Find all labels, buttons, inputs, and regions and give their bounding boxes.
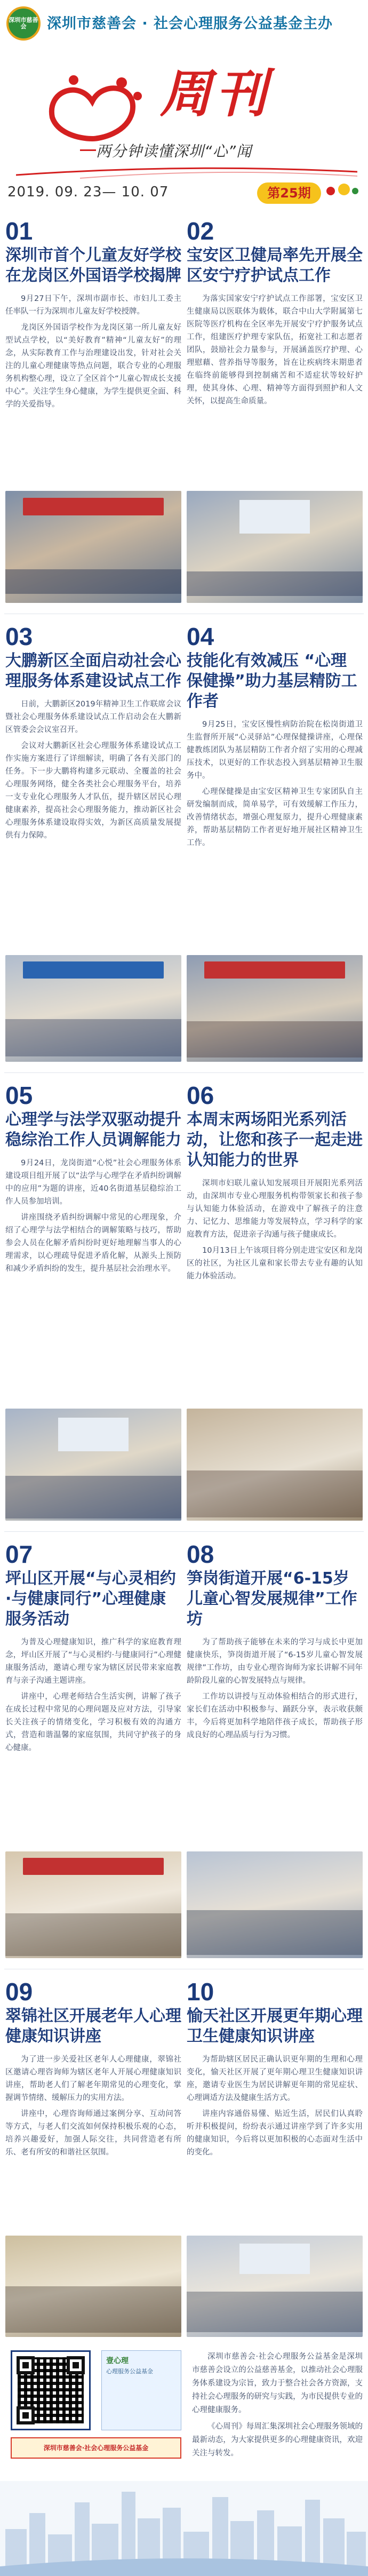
article-paragraph: 为落实国家安宁疗护试点工作部署，宝安区卫生健康局以医联体为载体，联合中山大学附属第七医院等医疗机构在全区率先开展安宁疗护服务试点工作，组建医疗护理专家队伍，拓宽社工和志愿者团队，鼓励社会力量参与，开展涵盖医疗护理、心理慰藉、营养指导等服务，旨在让疾病终末期患者在临终前能够得到控制痛苦和不适症状等较好护理，使其身体、心理、精神等方面得到照护和人文关怀，以提高生命质量。 bbox=[187, 295, 363, 406]
fund-banner: 深圳市慈善会·社会心理服务公益基金 bbox=[11, 2437, 181, 2459]
article-number: 06 bbox=[187, 1082, 214, 1109]
article-number: 10 bbox=[187, 1978, 214, 2006]
article-09 bbox=[5, 1979, 181, 2162]
article-number: 01 bbox=[5, 217, 33, 245]
footer-intro bbox=[192, 2350, 363, 2463]
article-body bbox=[5, 1636, 181, 1754]
decor-dot-icon bbox=[326, 187, 335, 195]
photo-crowd bbox=[187, 1021, 363, 1058]
article-title: 深圳市首个儿童友好学校在龙岗区外国语学校揭牌 bbox=[5, 246, 181, 285]
logo-text: 深圳市慈善会 bbox=[9, 16, 38, 30]
photo-screen bbox=[58, 1418, 129, 1451]
article-08 bbox=[187, 1542, 363, 1745]
article-paragraph: 讲座中，心理老师结合生活实例，讲解了孩子在成长过程中常见的心理问题及应对方法，引导家长关注孩子的情绪变化，学习积极有效的沟通方式，营造和谐温馨的家庭氛围，共同守护孩子的身心健康。 bbox=[5, 1692, 181, 1752]
photo-banner bbox=[23, 1858, 164, 1875]
article-number: 07 bbox=[5, 1540, 33, 1568]
qr-finder-icon bbox=[17, 2356, 35, 2374]
article-paragraph: 为帮助辖区居民正确认识更年期的生理和心理变化，愉天社区开展了更年期心理卫生健康知识讲座，邀请专业医生为居民讲解更年期的常见症状、心理调适方法及健康生活方式。 bbox=[187, 2055, 363, 2102]
slogan: 两分钟读懂深圳“心”闻 bbox=[96, 142, 252, 160]
photo-crowd bbox=[187, 1470, 363, 1517]
article-07 bbox=[5, 1542, 181, 1758]
article-paragraph: 心理保健操是由宝安区精神卫生专家团队自主研发编制而成，简单易学，可有效缓解工作压力，改善情绪状态，增强心理复原力，提升心理健康素养，帮助基层精防工作者更好地开展社区精神卫生工作。 bbox=[187, 788, 363, 847]
article-title: 坪山区开展“与心灵相约·与健康同行”心理健康服务活动 bbox=[5, 1569, 176, 1628]
city-skyline-icon bbox=[0, 2481, 368, 2576]
divider bbox=[4, 1531, 364, 1532]
article-03-photo bbox=[5, 955, 181, 1062]
article-paragraph: 讲座内容通俗易懂、贴近生活，居民们认真聆听并积极提问，纷纷表示通过讲座学到了许多实用的健康知识，今后将以更加积极的心态面对生活中的变化。 bbox=[187, 2110, 363, 2157]
article-01-photo bbox=[5, 491, 181, 603]
article-body bbox=[187, 1636, 363, 1742]
article-body bbox=[5, 2053, 181, 2159]
article-09-photo bbox=[5, 2236, 181, 2337]
article-paragraph: 为了进一步关爱社区老年人心理健康，翠锦社区邀请心理咨询师为辖区老年人开展心理健康知识讲座，帮助老人们了解老年期常见的心理变化，掌握调节情绪、缓解压力的实用方法。 bbox=[5, 2055, 181, 2102]
article-paragraph: 为普及心理健康知识，推广科学的家庭教育理念，坪山区开展了“与心灵相约·与健康同行”心理健康服务活动，邀请心理专家为辖区居民带来家庭教育与亲子沟通主题讲座。 bbox=[5, 1638, 181, 1685]
photo-banner bbox=[23, 498, 164, 516]
article-body bbox=[187, 1177, 363, 1283]
photo-screen bbox=[239, 500, 310, 534]
red-swoosh-divider bbox=[16, 160, 357, 181]
organizer-title: 深圳市慈善会 · 社会心理服务公益基金主办 bbox=[47, 15, 333, 32]
weekly-title: 周刊 bbox=[160, 63, 271, 124]
photo-crowd bbox=[5, 1476, 181, 1518]
article-10 bbox=[187, 1979, 363, 2162]
article-05-photo bbox=[5, 1409, 181, 1521]
article-06-photo bbox=[187, 1409, 363, 1521]
qr-code[interactable] bbox=[11, 2350, 91, 2430]
photo-crowd bbox=[5, 2286, 181, 2333]
article-number: 05 bbox=[5, 1082, 33, 1109]
article-body bbox=[5, 698, 181, 842]
article-paragraph: 为了帮助孩子能够在未来的学习与成长中更加健康快乐，笋岗街道开展了“6-15岁儿童心智发展规律”工作坊，由专业心理咨询师为家长讲解不同年龄阶段儿童的心智发展特点与规律。 bbox=[187, 1638, 363, 1685]
article-paragraph: 龙岗区外国语学校作为龙岗区第一所儿童友好型试点学校，以“美好教育”精神“儿童友好”的理念，从实际教育工作与治理建设出发，针对社会关注的儿童心理健康等热点问题，联合专业的心理服务机构整心理，设立了全区首个“儿童心智成长支援中心”。关注学生身心健康，为学生提供更全面、科学的关爱指导。 bbox=[5, 323, 181, 409]
article-body bbox=[5, 292, 181, 411]
partner-card bbox=[101, 2350, 181, 2430]
article-02-photo bbox=[187, 491, 363, 603]
article-paragraph: 讲座中，心理咨询师通过案例分享、互动问答等方式，与老人们交流如何保持积极乐观的心态，培养兴趣爱好，加强人际交往，共同营造老有所乐、老有所安的和谐社区氛围。 bbox=[5, 2110, 181, 2157]
issue-date: 2019. 09. 23— 10. 07 bbox=[7, 184, 169, 200]
article-07-photo bbox=[5, 1851, 181, 1958]
photo-banner bbox=[204, 961, 345, 979]
article-10-photo bbox=[187, 2236, 363, 2337]
photo-crowd bbox=[187, 1910, 363, 1955]
article-04-photo bbox=[187, 955, 363, 1062]
footer-paragraph: 《心周刊》每周汇集深圳社会心理服务领域的最新动态，为大家提供更多的心理健康资讯，欢迎关注与转发。 bbox=[192, 2422, 363, 2458]
article-title: 愉天社区开展更年期心理卫生健康知识讲座 bbox=[187, 2007, 363, 2046]
decor-dot-icon bbox=[338, 184, 350, 195]
photo-crowd bbox=[187, 2292, 363, 2332]
photo-crowd bbox=[5, 1913, 181, 1956]
decor-dot-icon bbox=[352, 188, 358, 194]
photo-crowd bbox=[187, 571, 363, 596]
article-paragraph: 9月25日，宝安区慢性病防治院在松岗街道卫生监督所开展“心灵驿站”心理保健操讲座，心理保健教练团队为基层精防工作者介绍了实用的心理减压技术，以更好的工作状态投入到基层精神卫生服务中。 bbox=[187, 720, 363, 780]
article-08-photo bbox=[187, 1851, 363, 1958]
article-number: 02 bbox=[187, 217, 214, 245]
article-title: 心理学与法学双驱动提升稳综治工作人员调解能力 bbox=[5, 1110, 181, 1149]
masthead bbox=[0, 0, 368, 224]
footer-paragraph: 深圳市慈善会·社会心理服务公益基金是深圳市慈善会设立的公益慈善基金，以推动社会心理服务体系建设为宗旨，致力于整合社会各方资源，支持社会心理服务的研究与实践，为市民提供专业的心理健康服务。 bbox=[192, 2352, 363, 2414]
article-number: 04 bbox=[187, 623, 214, 650]
photo-screen bbox=[239, 2244, 310, 2274]
slogan-dash bbox=[80, 149, 96, 151]
article-body bbox=[5, 1157, 181, 1275]
article-paragraph: 日前，大鹏新区2019年精神卫生工作联席会议暨社会心理服务体系建设试点工作启动会在大鹏新区管委会会议室召开。 bbox=[5, 700, 181, 734]
article-06 bbox=[187, 1083, 363, 1286]
article-number: 09 bbox=[5, 1978, 33, 2006]
article-number: 03 bbox=[5, 623, 33, 650]
article-body bbox=[187, 2053, 363, 2159]
article-paragraph: 9月27日下午，深圳市副市长、市妇儿工委主任率队一行为深圳市儿童友好学校授牌。 bbox=[5, 295, 181, 316]
article-title: 宝安区卫健局率先开展全区安宁疗护试点工作 bbox=[187, 246, 363, 285]
article-paragraph: 深圳市妇联儿童认知发展项目开展阳光系列活动，由深圳市专业心理服务机构带领家长和孩子参与认知能力体验活动，在游戏中了解孩子的注意力、记忆力、思维能力等发展特点，学习科学的家庭教育方法，促进亲子沟通与孩子健康成长。 bbox=[187, 1179, 363, 1239]
qr-finder-icon bbox=[67, 2356, 85, 2374]
issue-number-badge: 第25期 bbox=[257, 182, 321, 204]
divider bbox=[4, 1072, 364, 1073]
partner-note: 心理服务公益基金 bbox=[106, 2368, 153, 2375]
article-title: 笋岗街道开展“6-15岁儿童心智发展规律”工作坊 bbox=[187, 1569, 357, 1628]
article-03 bbox=[5, 624, 181, 845]
article-body bbox=[187, 292, 363, 408]
article-paragraph: 会议对大鹏新区社会心理服务体系建设试点工作实施方案进行了详细解读，明确了各有关部门的任务。下一步大鹏将构建多元联动、全覆盖的社会心理服务网络，健全各类社会心理服务平台，培养一支专业化心理服务人才队伍，提升辖区居民心理健康素养，提高社会心理服务能力，推动新区社会心理服务体系建设取得实效，为新区高质量发展提供有力保障。 bbox=[5, 742, 181, 840]
photo-crowd bbox=[5, 1019, 181, 1056]
article-title: 技能化有效减压 “心理保健操”助力基层精防工作者 bbox=[187, 651, 357, 711]
article-05 bbox=[5, 1083, 181, 1278]
article-title: 本周末两场阳光系列活动，让您和孩子一起走进认知能力的世界 bbox=[187, 1110, 363, 1170]
photo-crowd bbox=[5, 569, 181, 594]
qr-finder-icon bbox=[17, 2406, 35, 2424]
article-title: 翠锦社区开展老年人心理健康知识讲座 bbox=[5, 2007, 181, 2046]
article-02 bbox=[187, 219, 363, 411]
photo-banner bbox=[23, 961, 164, 979]
article-paragraph: 工作坊以讲授与互动体验相结合的形式进行，家长们在活动中积极参与、踊跃分享，表示收获颇丰，今后将更加科学地陪伴孩子成长，帮助孩子形成良好的心理品质与行为习惯。 bbox=[187, 1692, 363, 1739]
heart-brand-icon bbox=[42, 59, 154, 144]
article-paragraph: 讲座围绕矛盾纠纷调解中常见的心理现象，介绍了心理学与法学相结合的调解策略与技巧，帮助参会人员在化解矛盾纠纷时更好地理解当事人的心理需求，以心理疏导促进矛盾化解，从源头上预防和减少矛盾纠纷的发生，提升基层社会治理水平。 bbox=[5, 1213, 181, 1273]
article-paragraph: 9月24日，龙岗街道“心悦”社会心理服务体系建设项目组开展了以“法学与心理学在矛盾纠纷调解中的应用”为题的讲座，近40名街道基层稳综治工作人员参加培训。 bbox=[5, 1159, 181, 1206]
article-title: 大鹏新区全面启动社会心理服务体系建设试点工作 bbox=[5, 651, 181, 690]
article-04 bbox=[187, 624, 363, 853]
article-body bbox=[187, 718, 363, 849]
article-number: 08 bbox=[187, 1540, 214, 1568]
partner-logo: 壹心理 bbox=[106, 2357, 129, 2365]
charity-logo bbox=[6, 6, 41, 41]
article-01 bbox=[5, 219, 181, 414]
article-paragraph: 10月13日上午该项目将分别走进宝安区和龙岗区的社区，为社区儿童和家长带去专业有趣的认知能力体验活动。 bbox=[187, 1246, 363, 1281]
